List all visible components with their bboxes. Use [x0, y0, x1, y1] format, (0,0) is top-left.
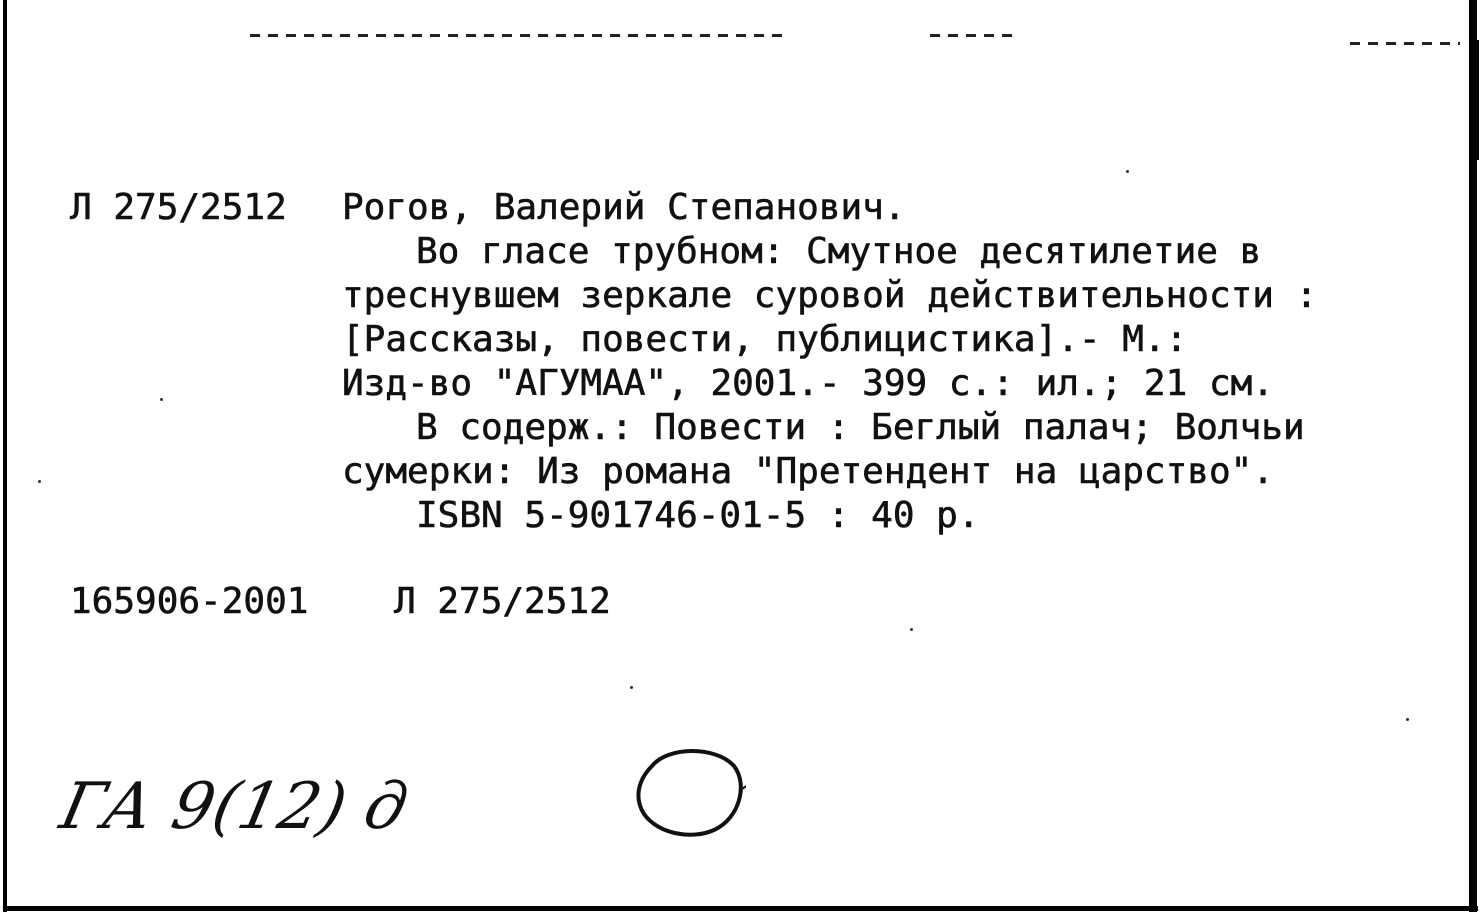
speck	[630, 686, 633, 689]
speck	[160, 398, 163, 401]
top-dash-line	[250, 34, 790, 37]
contents-line: сумерки: Из романа "Претендент на царство".	[342, 451, 1274, 492]
speck	[910, 628, 913, 631]
speck	[1406, 718, 1409, 721]
top-dash-line	[1350, 42, 1460, 45]
card-border-left	[3, 0, 7, 912]
call-number: Л 275/2512	[70, 187, 287, 228]
title-line: Во гласе трубном: Смутное десятилетие в	[416, 231, 1262, 272]
footer-call-number: Л 275/2512	[394, 581, 611, 622]
handwritten-shelf-mark: ГА 9(12) д	[54, 770, 415, 844]
card-border-right-thick	[1474, 40, 1479, 160]
title-line: [Рассказы, повести, публицистика].- М.:	[342, 319, 1188, 360]
accession-number: 165906-2001	[70, 581, 309, 622]
isbn-line: ISBN 5-901746-01-5 : 40 р.	[416, 495, 980, 536]
speck	[1126, 170, 1129, 173]
speck	[38, 480, 41, 483]
top-dash-line	[930, 34, 1020, 37]
hole-punch-circle-icon	[632, 744, 746, 838]
card-border-bottom	[3, 906, 1478, 911]
imprint-line: Изд-во "АГУМАА", 2001.- 399 с.: ил.; 21 см.	[342, 363, 1274, 404]
contents-line: В содерж.: Повести : Беглый палач; Волчьи	[416, 407, 1305, 448]
author-line: Рогов, Валерий Степанович.	[342, 187, 906, 228]
bibliographic-entry	[342, 186, 1446, 538]
title-line: треснувшем зеркале суровой действительности :	[342, 275, 1318, 316]
